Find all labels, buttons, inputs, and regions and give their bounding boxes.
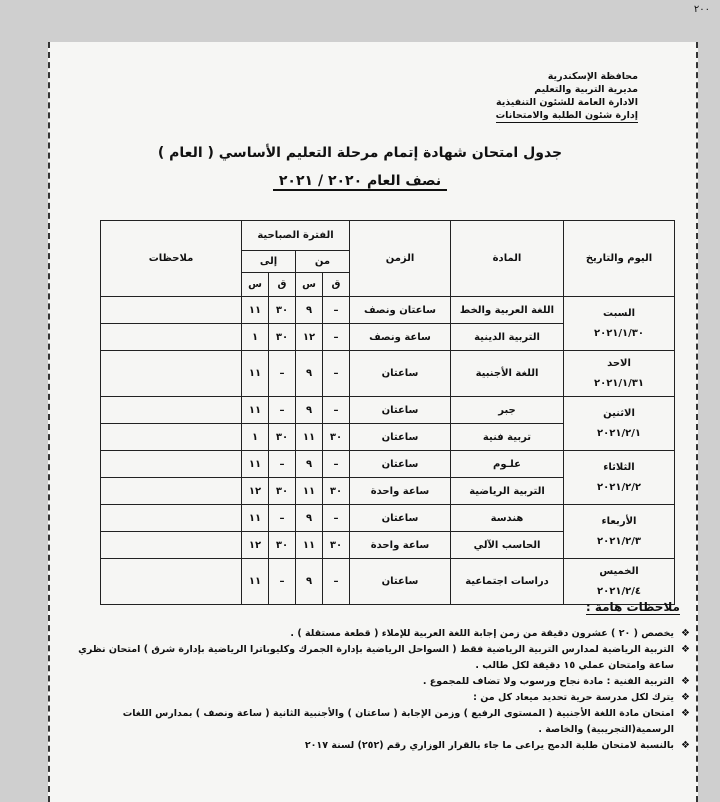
exam-date: ٢٠٢١/٢/٢: [597, 481, 641, 493]
from-minutes-cell: ٣٠: [323, 424, 350, 451]
diamond-bullet-icon: ❖: [681, 644, 690, 655]
to-minutes-cell: –: [269, 397, 296, 424]
from-minutes-cell: –: [323, 324, 350, 351]
day-name: الثلاثاء: [603, 461, 635, 473]
duration-cell: ساعتان: [350, 559, 451, 605]
diamond-bullet-icon: ❖: [681, 676, 690, 687]
header-duration: الزمن: [350, 221, 451, 297]
notes-title: ملاحظات هامة :: [585, 600, 680, 614]
diamond-bullet-icon: ❖: [681, 692, 690, 703]
note-text: التربية الفنية : مادة نجاح ورسوب ولا تضاف للمجموع .: [422, 676, 674, 687]
from-hour-cell: ٩: [296, 351, 323, 397]
from-minutes-cell: –: [323, 397, 350, 424]
duration-cell: ساعتان: [350, 451, 451, 478]
day-date-cell: [564, 559, 675, 605]
duration-cell: ساعتان ونصف: [350, 297, 451, 324]
from-minutes-cell: ٣٠: [323, 478, 350, 505]
to-hour-cell: ١١: [242, 351, 269, 397]
to-hour-cell: ١١: [242, 559, 269, 605]
note-text: التربية الرياضية لمدارس التربية الرياضية فقط ( السواحل الرياضية بإدارة الجمرك وكليوباترا الرياضية بإدارة شرق ) امتحان نظري ساعة وامتحان عملي ١٥ دقيقة لكل طالب .: [78, 644, 674, 671]
table-row: [101, 505, 675, 532]
diamond-bullet-icon: ❖: [681, 628, 690, 639]
notes-cell: [101, 451, 242, 478]
duration-cell: ساعتان: [350, 424, 451, 451]
to-hour-cell: ١٢: [242, 532, 269, 559]
from-hour-cell: ١١: [296, 424, 323, 451]
corner-mark: ۲۰۰: [693, 4, 710, 15]
notes-cell: [101, 505, 242, 532]
header-line: مديرية التربية والتعليم: [534, 84, 638, 95]
header-from-s: س: [296, 273, 323, 297]
subject-cell: التربية الدينية: [451, 324, 564, 351]
notes-cell: [101, 324, 242, 351]
day-name: الخميس: [599, 565, 639, 577]
from-minutes-cell: –: [323, 559, 350, 605]
diamond-bullet-icon: ❖: [681, 740, 690, 751]
header-subject: المادة: [451, 221, 564, 297]
notes-cell: [101, 559, 242, 605]
to-minutes-cell: –: [269, 505, 296, 532]
day-date-cell: [564, 451, 675, 505]
day-date-cell: [564, 351, 675, 397]
table-row: [101, 451, 675, 478]
note-item: [70, 642, 690, 674]
notes-list: [70, 626, 690, 754]
to-hour-cell: ١١: [242, 297, 269, 324]
note-item: [70, 706, 690, 738]
header-notes: ملاحظات: [101, 221, 242, 297]
header-period: الفترة الصباحية: [242, 221, 350, 251]
header-day-date: اليوم والتاريخ: [564, 221, 675, 297]
note-text: بالنسبة لامتحان طلبة الدمج يراعى ما جاء بالقرار الوزاري رقم (٢٥٢) لسنة ٢٠١٧: [304, 740, 674, 751]
to-minutes-cell: ٣٠: [269, 324, 296, 351]
to-hour-cell: ١: [242, 424, 269, 451]
notes-cell: [101, 532, 242, 559]
header-line: محافظة الإسكندرية: [547, 71, 638, 82]
note-text: يترك لكل مدرسة حرية تحديد ميعاد كل من :: [473, 692, 674, 703]
notes-cell: [101, 397, 242, 424]
table-row: [101, 297, 675, 324]
duration-cell: ساعتان: [350, 397, 451, 424]
subject-cell: دراسات اجتماعية: [451, 559, 564, 605]
exam-schedule-table: [100, 220, 675, 605]
to-minutes-cell: ٣٠: [269, 424, 296, 451]
day-name: السبت: [602, 307, 636, 319]
header-from: من: [296, 251, 350, 273]
subject-cell: الحاسب الآلي: [451, 532, 564, 559]
from-hour-cell: ١١: [296, 478, 323, 505]
to-hour-cell: ١٢: [242, 478, 269, 505]
subject-cell: علـوم: [451, 451, 564, 478]
subject-cell: اللغة الأجنبية: [451, 351, 564, 397]
header-to: إلى: [242, 251, 296, 273]
note-item: [70, 674, 690, 690]
header-to-s: س: [242, 273, 269, 297]
diamond-bullet-icon: ❖: [681, 708, 690, 719]
subject-cell: جبر: [451, 397, 564, 424]
from-hour-cell: ١١: [296, 532, 323, 559]
from-minutes-cell: –: [323, 351, 350, 397]
exam-date: ٢٠٢١/٢/٤: [597, 585, 641, 597]
notes-cell: [101, 351, 242, 397]
to-hour-cell: ١١: [242, 451, 269, 478]
to-hour-cell: ١١: [242, 505, 269, 532]
header-line: الادارة العامة للشئون التنفيذية: [495, 97, 638, 108]
note-text: امتحان مادة اللغة الأجنبية ( المستوى الرفيع ) وزمن الإجابة ( ساعتان ) والأجنبية الثانية ( ساعة ونصف ) بمدارس اللغات الرسمية(التجريبية) والخاصة .: [122, 708, 674, 735]
table-row: [101, 397, 675, 424]
duration-cell: ساعة واحدة: [350, 478, 451, 505]
to-hour-cell: ١١: [242, 397, 269, 424]
document-title: جدول امتحان شهادة إتمام مرحلة التعليم الأساسي ( العام ): [157, 145, 563, 161]
note-text: يخصص ( ٢٠ ) عشرون دقيقة من زمن إجابة اللغة العربية للإملاء ( قطعة مستقلة ) .: [290, 628, 674, 639]
notes-cell: [101, 478, 242, 505]
from-hour-cell: ٩: [296, 505, 323, 532]
note-item: [70, 626, 690, 642]
subject-cell: هندسة: [451, 505, 564, 532]
to-minutes-cell: –: [269, 351, 296, 397]
header-line: إدارة شئون الطلبة والامتحانات: [495, 110, 638, 121]
exam-date: ٢٠٢١/٢/٣: [597, 535, 641, 547]
exam-date: ٢٠٢١/١/٣٠: [593, 327, 645, 339]
to-minutes-cell: –: [269, 559, 296, 605]
from-minutes-cell: –: [323, 297, 350, 324]
header-from-q: ق: [323, 273, 350, 297]
from-hour-cell: ٩: [296, 297, 323, 324]
to-minutes-cell: ٣٠: [269, 532, 296, 559]
duration-cell: ساعة واحدة: [350, 532, 451, 559]
day-date-cell: [564, 505, 675, 559]
notes-cell: [101, 424, 242, 451]
table-row: [101, 351, 675, 397]
day-date-cell: [564, 397, 675, 451]
day-name: الأربعاء: [601, 515, 637, 527]
from-hour-cell: ٩: [296, 397, 323, 424]
table-row: [101, 559, 675, 605]
issuer-header: [478, 70, 638, 123]
to-minutes-cell: –: [269, 451, 296, 478]
duration-cell: ساعة ونصف: [350, 324, 451, 351]
exam-date: ٢٠٢١/١/٣١: [593, 377, 645, 389]
subject-cell: التربية الرياضية: [451, 478, 564, 505]
from-minutes-cell: –: [323, 505, 350, 532]
from-hour-cell: ١٢: [296, 324, 323, 351]
duration-cell: ساعتان: [350, 505, 451, 532]
from-hour-cell: ٩: [296, 451, 323, 478]
note-item: [70, 690, 690, 706]
to-hour-cell: ١: [242, 324, 269, 351]
document-subtitle: [0, 173, 720, 189]
from-hour-cell: ٩: [296, 559, 323, 605]
notes-cell: [101, 297, 242, 324]
from-minutes-cell: –: [323, 451, 350, 478]
header-to-q: ق: [269, 273, 296, 297]
to-minutes-cell: ٣٠: [269, 297, 296, 324]
from-minutes-cell: ٣٠: [323, 532, 350, 559]
subject-cell: اللغة العربية والخط: [451, 297, 564, 324]
to-minutes-cell: ٣٠: [269, 478, 296, 505]
subject-cell: تربية فنية: [451, 424, 564, 451]
duration-cell: ساعتان: [350, 351, 451, 397]
note-item: [70, 738, 690, 754]
day-name: الاحد: [607, 357, 631, 369]
term-label: نصف العام ٢٠٢٠ / ٢٠٢١: [273, 173, 447, 191]
day-name: الاثنين: [603, 407, 635, 419]
exam-date: ٢٠٢١/٢/١: [597, 427, 641, 439]
day-date-cell: [564, 297, 675, 351]
